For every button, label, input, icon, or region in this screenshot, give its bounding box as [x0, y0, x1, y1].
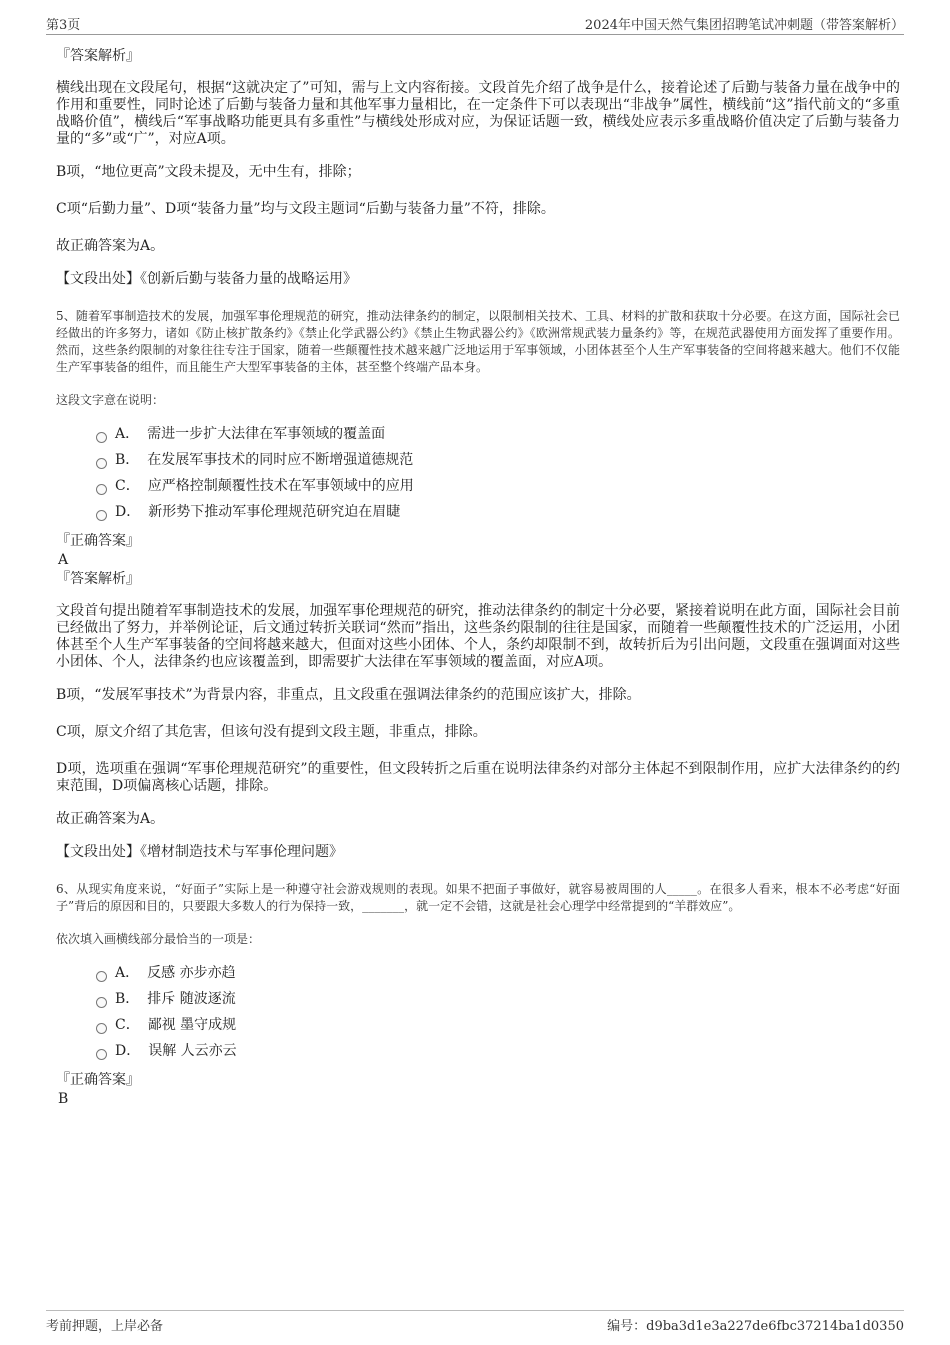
question-6: [56, 881, 900, 1108]
radio-icon[interactable]: [96, 1023, 107, 1034]
q4-analysis-paragraph: 故正确答案为A。: [56, 238, 165, 254]
q4-analysis-paragraph: B项，“地位更高”文段未提及，无中生有，排除；: [56, 164, 361, 180]
q6-stem: 6、从现实角度来说，“好面子”实际上是一种遵守社会游戏规则的表现。如果不把面子事做好，就容易被周围的人_____。在很多人看来，根本不必考虑“好面子”背后的原因和目的，只要跟大多数人的行为保持一致，_______，就一定不会错，这就是社会心理学中经常提到的“羊群效应”。: [56, 882, 900, 913]
q4-analysis-label: 『答案解析』: [56, 48, 140, 64]
q4-analysis-paragraph: C项“后勤力量”、D项“装备力量”均与文段主题词“后勤与装备力量”不符，排除。: [56, 201, 555, 217]
page-content: [56, 46, 900, 1108]
radio-icon[interactable]: [96, 1049, 107, 1060]
q5-options: [56, 421, 900, 525]
q6-option-c[interactable]: C． 鄙视 墨守成规: [96, 1012, 900, 1038]
q6-correct-answer: B: [58, 1091, 69, 1107]
q5-source: 【文段出处】《增材制造技术与军事伦理问题》: [56, 844, 343, 860]
q6-question: 依次填入画横线部分最恰当的一项是：: [56, 932, 261, 946]
q6-options: [56, 960, 900, 1064]
q5-analysis-paragraph: 故正确答案为A。: [56, 811, 165, 827]
radio-icon[interactable]: [96, 997, 107, 1008]
q5-correct-answer: A: [58, 552, 69, 568]
q5-option-d[interactable]: D． 新形势下推动军事伦理规范研究迫在眉睫: [96, 499, 900, 525]
question-5: [56, 308, 900, 861]
q5-analysis-paragraph: C项，原文介绍了其危害，但该句没有提到文段主题，非重点，排除。: [56, 724, 487, 740]
footer-slogan: 考前押题，上岸必备: [46, 1319, 164, 1334]
q5-option-b[interactable]: B． 在发展军事技术的同时应不断增强道德规范: [96, 447, 900, 473]
q5-analysis-paragraph: D项，选项重在强调“军事伦理规范研究”的重要性，但文段转折之后重在说明法律条约对部分主体起不到限制作用，应扩大法律条约的约束范围，D项偏离核心话题，排除。: [56, 761, 900, 794]
q5-question: 这段文字意在说明：: [56, 393, 165, 407]
document-title: 2024年中国天然气集团招聘笔试冲刺题（带答案解析）: [584, 18, 904, 33]
radio-icon[interactable]: [96, 432, 107, 443]
q5-option-a[interactable]: A． 需进一步扩大法律在军事领域的覆盖面: [96, 421, 900, 447]
q4-source: 【文段出处】《创新后勤与装备力量的战略运用》: [56, 271, 357, 287]
q6-option-d[interactable]: D． 误解 人云亦云: [96, 1038, 900, 1064]
q5-option-c[interactable]: C． 应严格控制颠覆性技术在军事领域中的应用: [96, 473, 900, 499]
radio-icon[interactable]: [96, 484, 107, 495]
q5-analysis-label: 『答案解析』: [56, 571, 140, 587]
radio-icon[interactable]: [96, 971, 107, 982]
q4-analysis-section: [56, 46, 900, 288]
q6-correct-label: 『正确答案』: [56, 1072, 140, 1088]
q5-analysis-paragraph: 文段首句提出随着军事制造技术的发展，加强军事伦理规范的研究，推动法律条约的制定十分必要，紧接着说明在此方面，国际社会目前已经做出了努力，并举例论证，后文通过转折关联词“然而”指出，这些条约限制的往往是国家，而随着一些颠覆性技术的广泛运用，小团体甚至个人生产军事装备的空间将越来越大，但面对这些小团体、个人，条约却限制不到，故转折后为引出问题，文段重在强调面对这些小团体、个人，法律条约也应该覆盖到，即需要扩大法律在军事领域的覆盖面，对应A项。: [56, 603, 900, 670]
footer-code: [607, 1315, 904, 1334]
page-header: [46, 12, 904, 35]
q5-analysis-paragraph: B项，“发展军事技术”为背景内容，非重点，且文段重在强调法律条约的范围应该扩大，排除。: [56, 687, 641, 703]
page-footer: [46, 1310, 904, 1334]
q6-option-b[interactable]: B． 排斥 随波逐流: [96, 986, 900, 1012]
q5-correct-label: 『正确答案』: [56, 533, 140, 549]
q5-stem: 5、随着军事制造技术的发展，加强军事伦理规范的研究，推动法律条约的制定，以限制相关技术、工具、材料的扩散和获取十分必要。在这方面，国际社会已经做出的许多努力，诸如《防止核扩散条约》《禁止化学武器公约》《禁止生物武器公约》《欧洲常规武装力量条约》等，在规范武器使用方面发挥了重要作用。然而，这些条约限制的对象往往专注于国家，随着一些颠覆性技术越来越广泛地运用于军事领域，小团体甚至个人生产军事装备的空间将越来越大。他们不仅能生产军事装备的组件，而且能生产大型军事装备的主体，甚至整个终端产品本身。: [56, 309, 900, 374]
page-number: 第3页: [46, 18, 81, 33]
footer-code-label: 编号：: [607, 1319, 647, 1334]
radio-icon[interactable]: [96, 458, 107, 469]
footer-code-value: d9ba3d1e3a227de6fbc37214ba1d0350: [646, 1319, 904, 1334]
q4-analysis-paragraph: 横线出现在文段尾句，根据“这就决定了”可知，需与上文内容衔接。文段首先介绍了战争是什么，接着论述了后勤与装备力量在战争中的作用和重要性，同时论述了后勤与装备力量和其他军事力量相比，在一定条件下可以表现出“非战争”属性，横线前“这”指代前文的“多重战略价值”，横线后“军事战略功能更具有多重性”与横线处形成对应，为保证话题一致，横线处应表示多重战略价值决定了后勤与装备力量的“多”或“广”，对应A项。: [56, 80, 900, 147]
radio-icon[interactable]: [96, 510, 107, 521]
q6-option-a[interactable]: A． 反感 亦步亦趋: [96, 960, 900, 986]
